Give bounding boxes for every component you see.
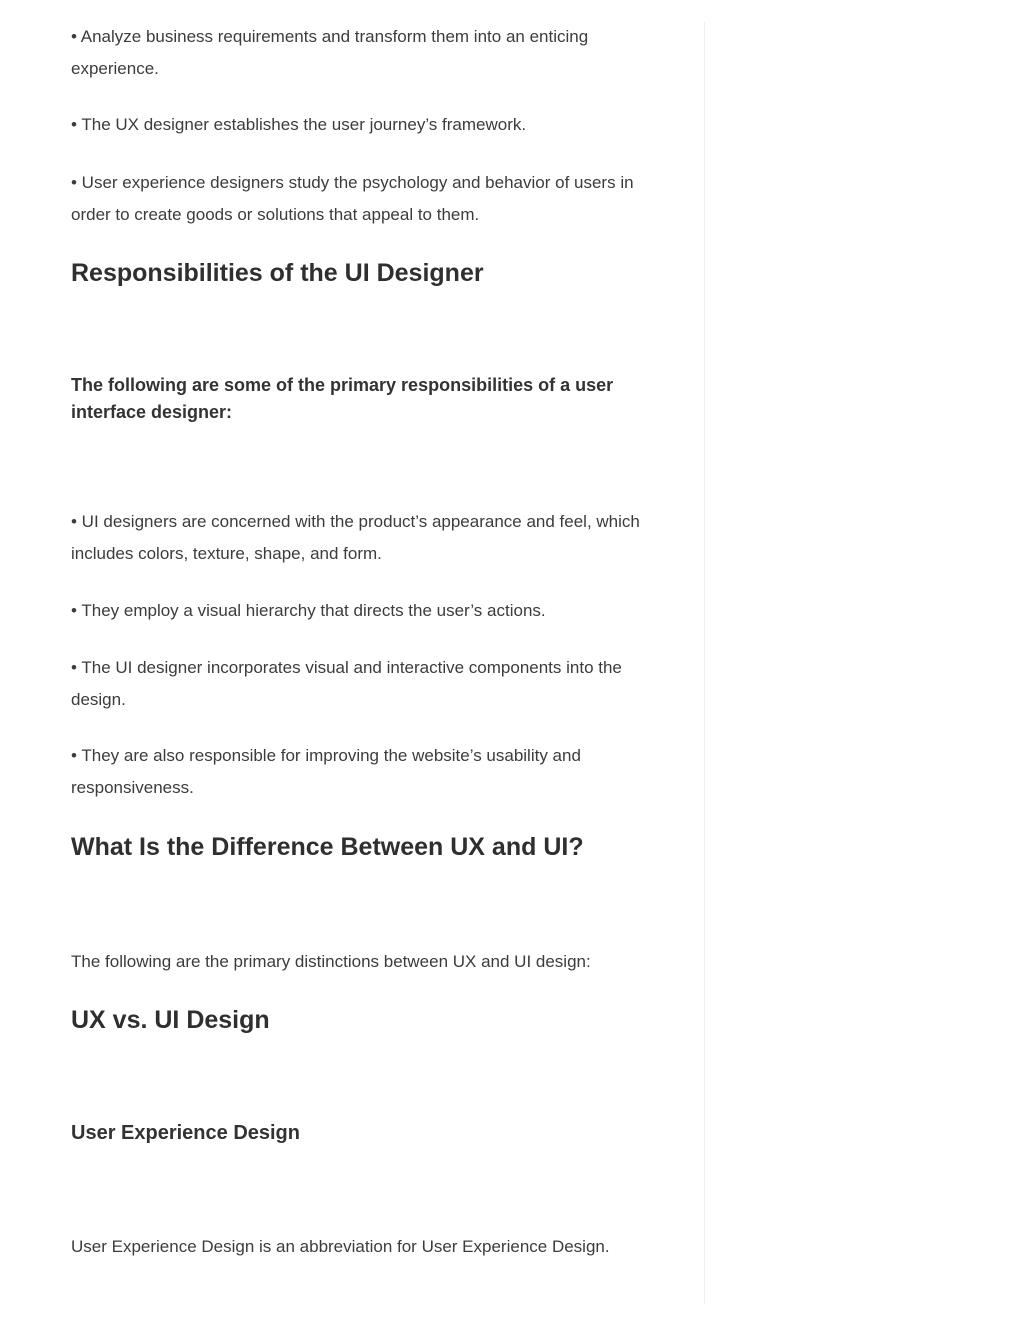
ux-responsibility-item: • Analyze business requirements and transform them into an enticing experience. (71, 27, 589, 78)
ui-responsibility-item: • UI designers are concerned with the product’s appearance and feel, which includes colors, texture, shape, and form. (71, 512, 640, 563)
ui-responsibility-item: • They are also responsible for improving the website’s usability and responsiveness. (71, 746, 581, 797)
ux-design-definition: User Experience Design is an abbreviation for User Experience Design. (71, 1237, 610, 1256)
ui-responsibility-item: • The UI designer incorporates visual and interactive components into the design. (71, 658, 622, 709)
ui-responsibilities-lead: The following are some of the primary responsibilities of a user interface designer: (71, 375, 614, 422)
ux-responsibility-item: • User experience designers study the psychology and behavior of users in order to create goods or solutions that appeal to them. (71, 173, 634, 224)
difference-intro: The following are the primary distinctions between UX and UI design: (71, 952, 591, 971)
ux-design-subheading: User Experience Design (71, 1122, 300, 1144)
ux-vs-ui-heading: UX vs. UI Design (71, 1006, 270, 1034)
ui-designer-heading: Responsibilities of the UI Designer (71, 259, 484, 287)
ux-responsibility-item: • The UX designer establishes the user journey’s framework. (71, 115, 527, 134)
sidebar-divider (704, 22, 705, 1304)
ui-responsibility-item: • They employ a visual hierarchy that directs the user’s actions. (71, 601, 546, 620)
difference-heading: What Is the Difference Between UX and UI? (71, 833, 584, 861)
